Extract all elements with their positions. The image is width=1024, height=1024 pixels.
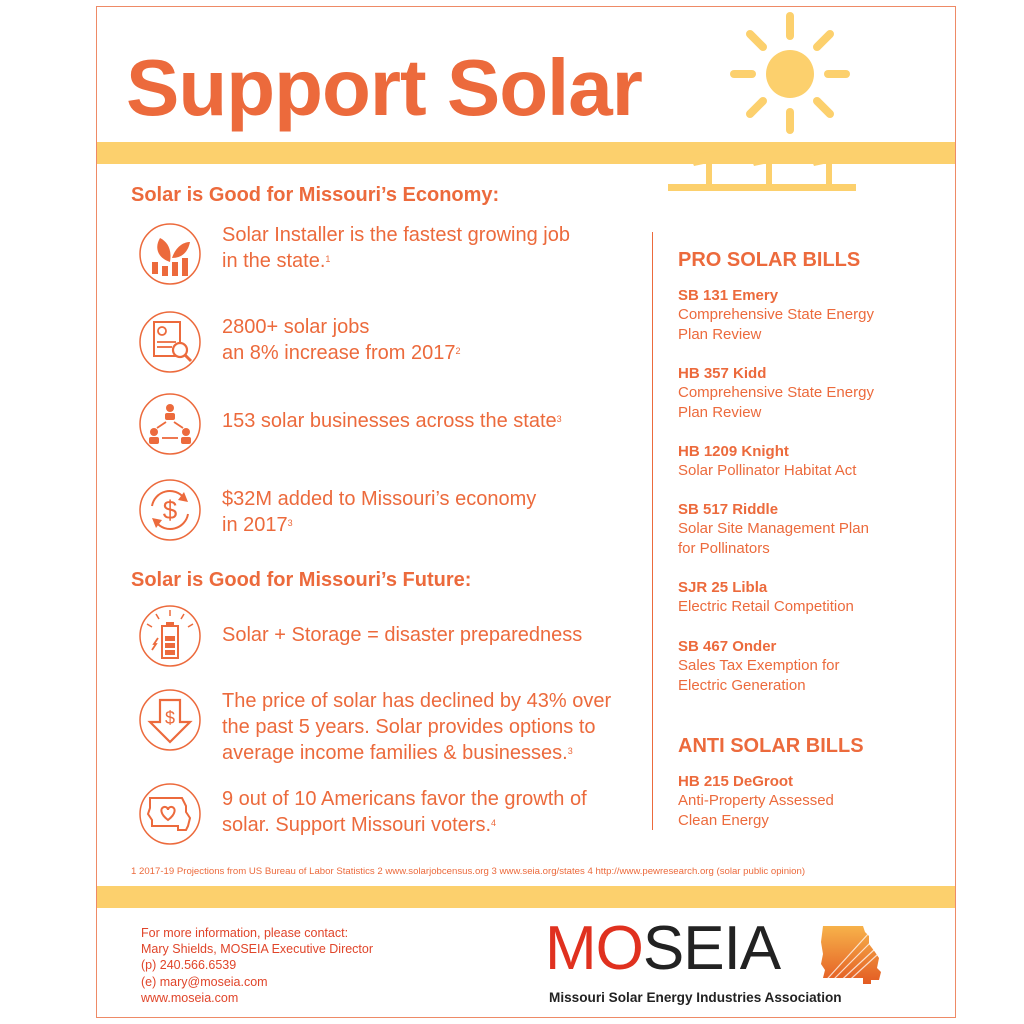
bill-desc-line1: Electric Retail Competition xyxy=(678,598,854,615)
solar-panels-icon xyxy=(668,146,856,196)
item-text-line2: solar. Support Missouri voters. xyxy=(222,814,491,836)
item-text-line1: 9 out of 10 Americans favor the growth of xyxy=(222,788,587,810)
sun-icon xyxy=(730,10,850,134)
contact-block xyxy=(141,925,373,1006)
logo-mo: MO xyxy=(545,914,643,983)
item-text-line1: Solar + Storage = disaster preparedness xyxy=(222,624,583,646)
footnote-ref: 2 xyxy=(455,346,461,356)
footnote-ref: 3 xyxy=(556,414,562,424)
missouri-heart-icon xyxy=(138,782,202,846)
future-item-voters xyxy=(138,782,658,846)
price-down-arrow-icon xyxy=(138,688,202,752)
future-heading: Solar is Good for Missouri’s Future: xyxy=(131,569,472,591)
economy-item-jobs xyxy=(138,310,658,374)
bill-id: SB 517 Riddle xyxy=(678,501,779,518)
bill-id: SJR 25 Libla xyxy=(678,579,768,596)
bill-item xyxy=(678,500,918,558)
anti-bills-heading: ANTI SOLAR BILLS xyxy=(678,735,864,757)
footnote-ref: 1 xyxy=(325,254,331,264)
column-divider xyxy=(652,232,653,830)
pro-bills-heading: PRO SOLAR BILLS xyxy=(678,249,861,271)
bill-desc-line1: Solar Site Management Plan xyxy=(678,520,869,537)
bill-item xyxy=(678,578,918,617)
bill-item xyxy=(678,772,918,830)
logo-subtitle: Missouri Solar Energy Industries Association xyxy=(549,990,842,1005)
bill-desc-line2: Clean Energy xyxy=(678,811,769,829)
item-text-line1: Solar Installer is the fastest growing job xyxy=(222,224,570,246)
economy-item-installer xyxy=(138,222,658,286)
footnote-ref: 3 xyxy=(287,518,293,528)
bill-id: HB 1209 Knight xyxy=(678,443,789,460)
economy-item-businesses xyxy=(138,392,658,456)
bottom-accent-band xyxy=(97,886,955,908)
economy-item-economy xyxy=(138,478,658,542)
bill-desc-line1: Solar Pollinator Habitat Act xyxy=(678,462,857,479)
bill-id: SB 467 Onder xyxy=(678,638,777,655)
bill-desc-line1: Sales Tax Exemption for xyxy=(678,657,840,674)
item-text-line2: the past 5 years. Solar provides options to xyxy=(222,716,596,738)
item-text-line1: 2800+ solar jobs xyxy=(222,316,370,338)
footnote-ref: 4 xyxy=(491,818,497,828)
bill-desc-line2: Plan Review xyxy=(678,325,762,343)
item-text-line1: $32M added to Missouri’s economy xyxy=(222,488,537,510)
bill-item xyxy=(678,637,918,695)
item-text-line2: in 2017 xyxy=(222,514,288,536)
future-item-storage xyxy=(138,604,658,668)
item-text-line1: 153 solar businesses across the state xyxy=(222,410,557,432)
bill-desc-line2: Plan Review xyxy=(678,403,762,421)
future-item-price xyxy=(138,688,658,766)
footnote-ref: 3 xyxy=(567,746,573,756)
contact-email[interactable]: (e) mary@moseia.com xyxy=(141,974,268,989)
growth-plant-chart-icon xyxy=(138,222,202,286)
economy-heading: Solar is Good for Missouri’s Economy: xyxy=(131,184,500,206)
contact-website[interactable]: www.moseia.com xyxy=(141,990,239,1005)
item-text-line2: an 8% increase from 2017 xyxy=(222,342,456,364)
item-text-line2: in the state. xyxy=(222,250,326,272)
bill-item xyxy=(678,364,918,422)
moseia-logo xyxy=(545,914,890,1008)
business-network-icon xyxy=(138,392,202,456)
contact-intro: For more information, please contact: xyxy=(141,926,349,940)
bill-desc-line2: Electric Generation xyxy=(678,676,806,694)
bill-desc-line1: Comprehensive State Energy xyxy=(678,306,874,323)
contact-phone: (p) 240.566.6539 xyxy=(141,958,237,973)
missouri-state-icon xyxy=(819,922,889,988)
page-title: Support Solar xyxy=(126,43,642,132)
item-text-line3: average income families & businesses. xyxy=(222,742,568,764)
bill-desc-line2: for Pollinators xyxy=(678,539,770,557)
bill-id: HB 215 DeGroot xyxy=(678,773,794,790)
bill-item xyxy=(678,286,918,344)
bill-item xyxy=(678,442,918,481)
bill-id: SB 131 Emery xyxy=(678,287,779,304)
bill-desc-line1: Comprehensive State Energy xyxy=(678,384,874,401)
svg-text:$: $ xyxy=(162,495,178,525)
bill-desc-line1: Anti-Property Assessed xyxy=(678,792,834,809)
footnote-sources: 1 2017-19 Projections from US Bureau of Labor Statistics 2 www.solarjobcensus.org 3 www.seia.org/states 4 http://www.pewresearch.org (solar public opinion) xyxy=(131,866,806,877)
contact-name: Mary Shields, MOSEIA Executive Director xyxy=(141,942,374,957)
dollar-cycle-icon xyxy=(138,478,202,542)
battery-storage-icon xyxy=(138,604,202,668)
item-text-line1: The price of solar has declined by 43% over xyxy=(222,690,612,712)
logo-seia: SEIA xyxy=(642,914,781,983)
svg-text:$: $ xyxy=(164,708,176,728)
bill-id: HB 357 Kidd xyxy=(678,365,767,382)
job-resume-search-icon xyxy=(138,310,202,374)
